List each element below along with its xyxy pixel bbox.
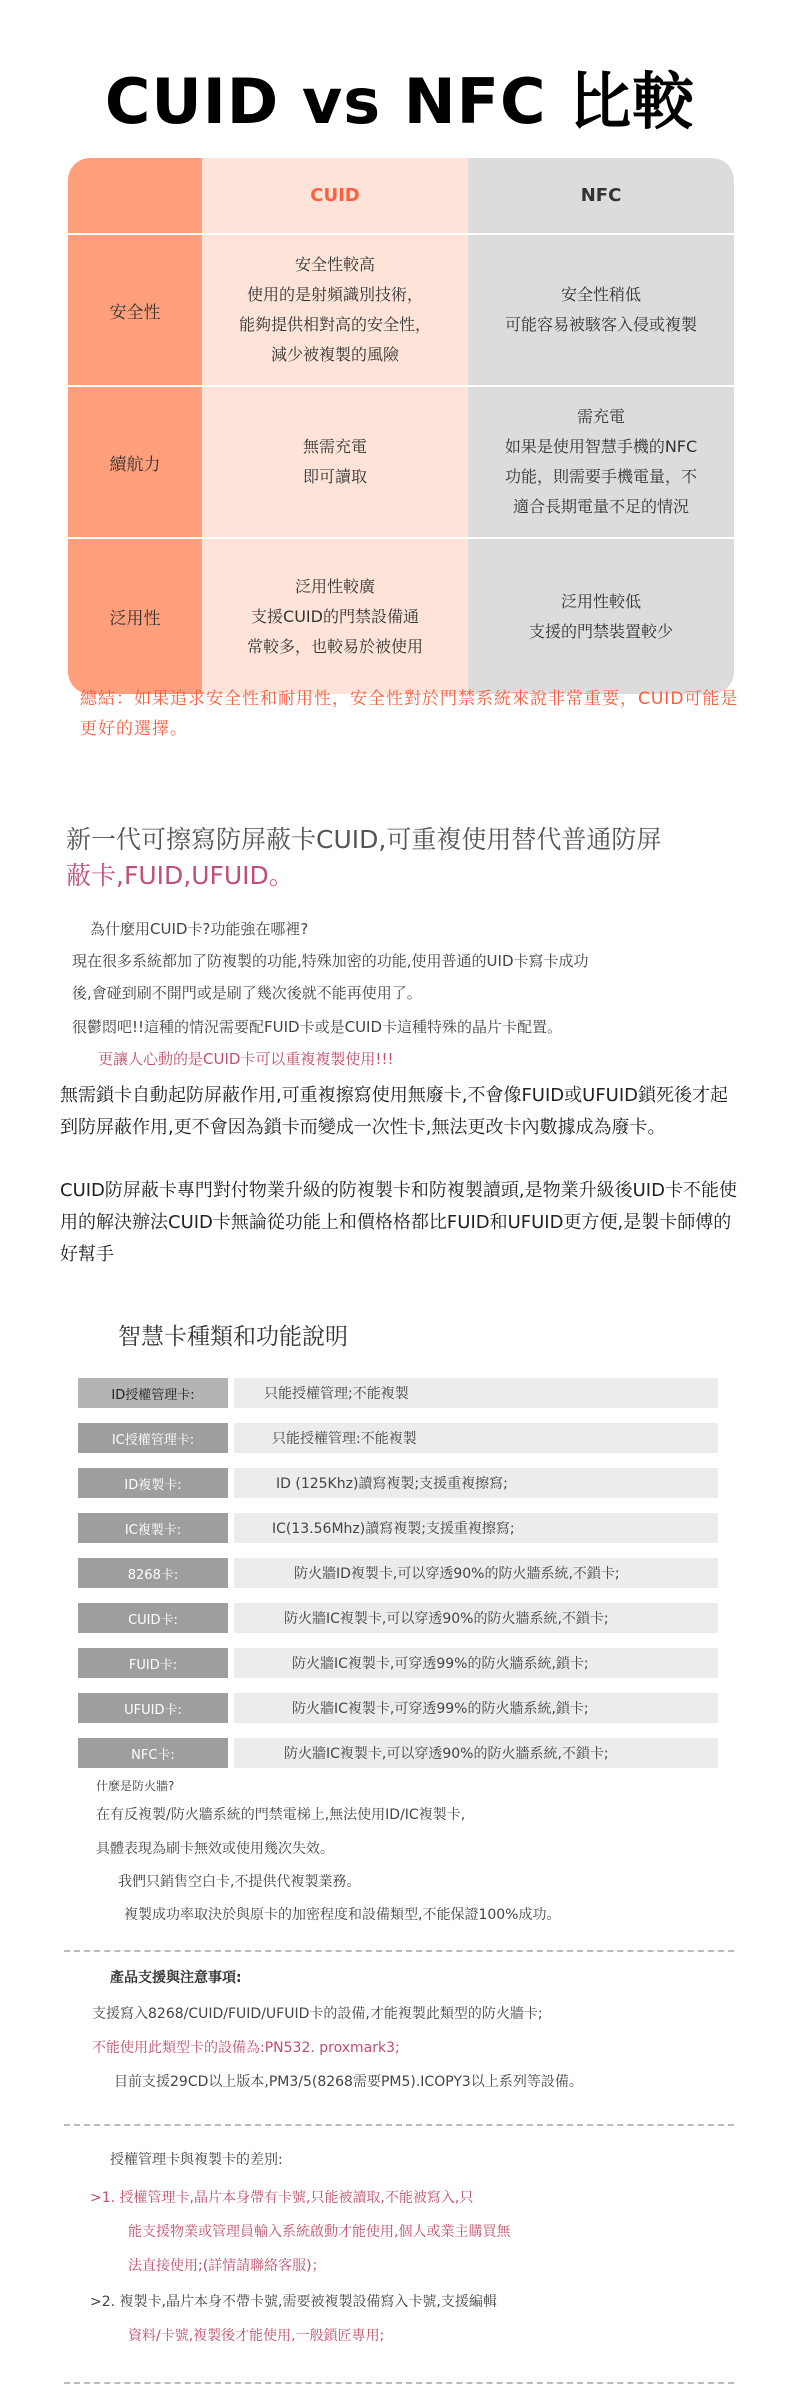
note-line: 什麼是防火牆? <box>96 1779 175 1793</box>
page-title: CUID vs NFC 比較 <box>104 65 696 138</box>
spec-value: 只能授權管理;不能複製 <box>234 1378 718 1408</box>
spec-key: IC授權管理卡: <box>78 1423 228 1453</box>
summary-text: 總結：如果追求安全性和耐用性，安全性對於門禁系統來說非常重要，CUID可能是更好的選擇。 <box>80 689 739 739</box>
comparison-row-versatility <box>68 539 734 694</box>
comparison-row-security <box>68 235 734 385</box>
paragraph-lock-free: 無需鎖卡自動起防屏蔽作用,可重複擦寫使用無廢卡,不會像FUID或UFUID鎖死後才起到防屏蔽作用,更不會因為鎖卡而變成一次性卡,無法更改卡內數據成為廢卡。 <box>60 1085 729 1138</box>
spec-value: 只能授權管理:不能複製 <box>234 1423 718 1453</box>
spec-row <box>78 1648 718 1678</box>
spec-row <box>78 1558 718 1588</box>
row-label: 安全性 <box>68 235 202 385</box>
faq-question: 為什麼用CUID卡?功能強在哪裡? <box>90 920 309 938</box>
spec-row <box>78 1423 718 1453</box>
nfc-cell: 需充電 如果是使用智慧手機的NFC 功能，則需要手機電量，不 適合長期電量不足的情況 <box>468 387 734 537</box>
spec-value: 防火牆IC複製卡,可穿透99%的防火牆系統,鎖卡; <box>234 1648 718 1678</box>
difference-heading: 授權管理卡與複製卡的差別: <box>110 2152 283 2168</box>
difference-line: >2. 複製卡,晶片本身不帶卡號,需要被複製設備寫入卡號,支援編輯 <box>90 2294 497 2310</box>
spec-key: UFUID卡: <box>78 1693 228 1723</box>
cuid-cell: 無需充電 即可讀取 <box>202 387 468 537</box>
divider <box>64 1950 734 1952</box>
spec-key: NFC卡: <box>78 1738 228 1768</box>
spec-value: 防火牆IC複製卡,可以穿透90%的防火牆系統,不鎖卡; <box>234 1738 718 1768</box>
spec-row <box>78 1513 718 1543</box>
difference-line: >1. 授權管理卡,晶片本身帶有卡號,只能被讀取,不能被寫入,只 <box>90 2190 474 2206</box>
comparison-table <box>68 158 734 694</box>
comparison-row-battery <box>68 387 734 537</box>
note-line: 複製成功率取決於與原卡的加密程度和設備類型,不能保證100%成功。 <box>124 1907 561 1923</box>
card-types-heading: 智慧卡種類和功能說明 <box>118 1324 348 1350</box>
spec-key: ID複製卡: <box>78 1468 228 1498</box>
faq-line: 很鬱悶吧!!這種的情況需要配FUID卡或是CUID卡這種特殊的晶片卡配置。 <box>72 1018 563 1036</box>
section-heading <box>66 822 726 894</box>
header-empty-cell <box>68 158 202 233</box>
paragraph-cuid-use: CUID防屏蔽卡專門對付物業升級的防複製卡和防複製讀頭,是物業升級後UID卡不能使用的解決辦法CUID卡無論從功能上和價格格都比FUID和UFUID更方便,是製卡師傅的好幫手 <box>60 1180 737 1265</box>
spec-key: CUID卡: <box>78 1603 228 1633</box>
header-cuid: CUID <box>202 158 468 233</box>
spec-value: 防火牆IC複製卡,可以穿透90%的防火牆系統,不鎖卡; <box>234 1603 718 1633</box>
spec-key: ID授權管理卡: <box>78 1378 228 1408</box>
faq-line: 後,會碰到刷不開門或是刷了幾次後就不能再使用了。 <box>72 984 422 1002</box>
support-line: 不能使用此類型卡的設備為:PN532. proxmark3; <box>92 2040 400 2056</box>
header-nfc: NFC <box>468 158 734 233</box>
comparison-header-row <box>68 158 734 233</box>
cuid-cell: 泛用性較廣 支援CUID的門禁設備通 常較多，也較易於被使用 <box>202 539 468 694</box>
faq-highlight: 更讓人心動的是CUID卡可以重複複製使用!!! <box>98 1050 394 1068</box>
spec-key: FUID卡: <box>78 1648 228 1678</box>
spec-value: IC(13.56Mhz)讀寫複製;支援重複擦寫; <box>234 1513 718 1543</box>
section-heading-line2: 蔽卡,FUID,UFUID。 <box>66 861 294 890</box>
note-line: 我們只銷售空白卡,不提供代複製業務。 <box>118 1874 361 1890</box>
spec-key: 8268卡: <box>78 1558 228 1588</box>
spec-row <box>78 1603 718 1633</box>
spec-row <box>78 1738 718 1768</box>
note-line: 具體表現為刷卡無效或使用幾次失效。 <box>96 1841 334 1857</box>
difference-line: 能支援物業或管理員輸入系統啟動才能使用,個人或業主購買無 <box>128 2224 511 2240</box>
nfc-cell: 安全性稍低 可能容易被駭客入侵或複製 <box>468 235 734 385</box>
spec-row <box>78 1378 718 1408</box>
section-heading-line1: 新一代可擦寫防屏蔽卡CUID,可重複使用替代普通防屏 <box>66 825 662 854</box>
divider <box>64 2382 734 2384</box>
spec-value: 防火牆ID複製卡,可以穿透90%的防火牆系統,不鎖卡; <box>234 1558 718 1588</box>
spec-value: ID (125Khz)讀寫複製;支援重複擦寫; <box>234 1468 718 1498</box>
spec-row <box>78 1468 718 1498</box>
faq-line: 現在很多系統都加了防複製的功能,特殊加密的功能,使用普通的UID卡寫卡成功 <box>72 952 589 970</box>
support-line: 目前支援29CD以上版本,PM3/5(8268需要PM5).ICOPY3以上系列等設備。 <box>114 2074 583 2090</box>
divider <box>64 2124 734 2126</box>
row-label: 泛用性 <box>68 539 202 694</box>
support-line: 支援寫入8268/CUID/FUID/UFUID卡的設備,才能複製此類型的防火牆卡; <box>92 2006 543 2022</box>
note-line: 在有反複製/防火牆系統的門禁電梯上,無法使用ID/IC複製卡, <box>96 1807 466 1823</box>
spec-value: 防火牆IC複製卡,可穿透99%的防火牆系統,鎖卡; <box>234 1693 718 1723</box>
spec-row <box>78 1693 718 1723</box>
row-label: 續航力 <box>68 387 202 537</box>
support-heading: 產品支援與注意事項: <box>110 1970 242 1986</box>
cuid-cell: 安全性較高 使用的是射頻識別技術， 能夠提供相對高的安全性， 減少被複製的風險 <box>202 235 468 385</box>
difference-line: 資料/卡號,複製後才能使用,一般鎖匠專用; <box>128 2328 385 2344</box>
spec-key: IC複製卡: <box>78 1513 228 1543</box>
difference-line: 法直接使用;(詳情請聯絡客服)； <box>128 2258 326 2274</box>
nfc-cell: 泛用性較低 支援的門禁裝置較少 <box>468 539 734 694</box>
